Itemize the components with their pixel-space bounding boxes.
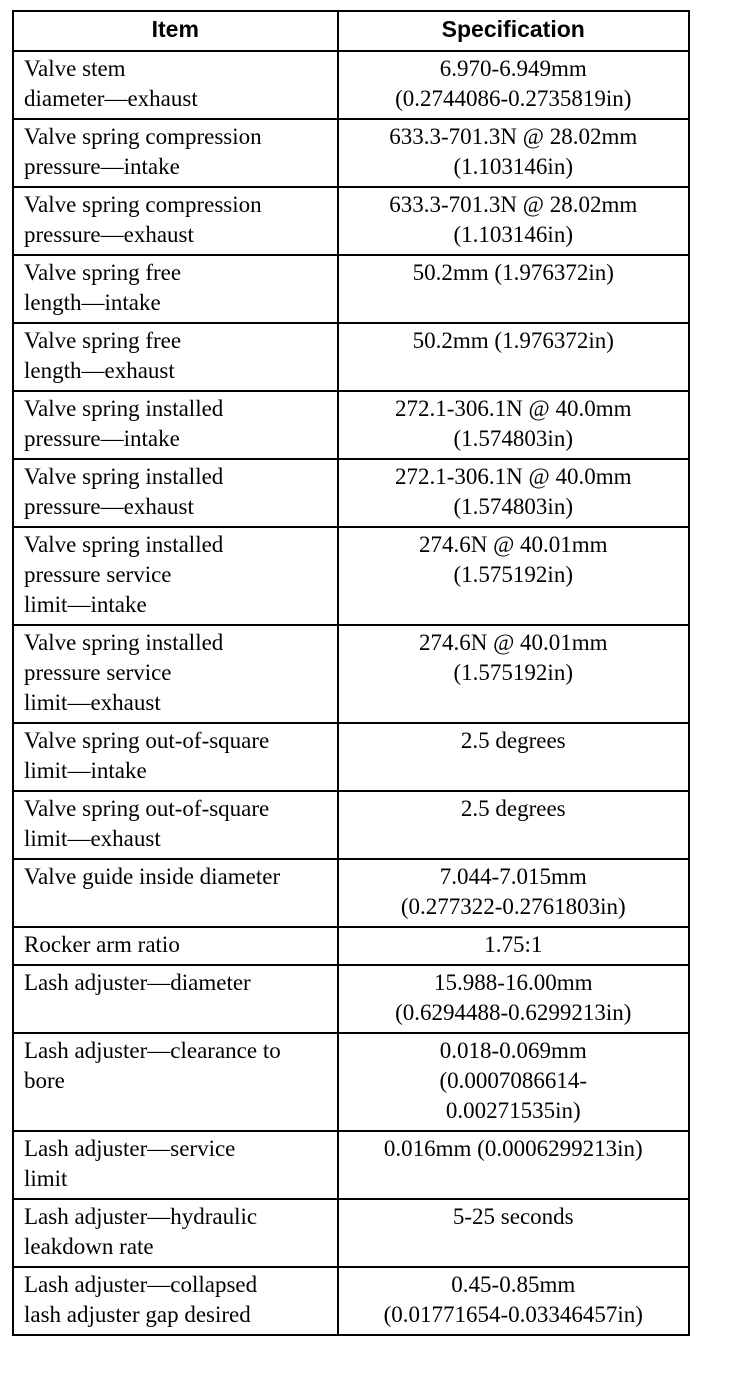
item-cell	[13, 1199, 338, 1267]
column-header-specification: Specification	[338, 11, 689, 51]
specification-cell: 274.6N @ 40.01mm (1.575192in)	[338, 527, 689, 625]
item-cell	[13, 255, 338, 323]
item-label: Valve guide inside diameter	[24, 864, 281, 889]
item-label: Lash adjuster—service limit	[24, 1136, 236, 1191]
item-cell	[13, 51, 338, 119]
table-row	[13, 527, 689, 625]
item-cell	[13, 323, 338, 391]
table-row	[13, 119, 689, 187]
item-label: Lash adjuster—collapsed lash adjuster gap desired	[24, 1272, 258, 1327]
table-row	[13, 255, 689, 323]
specification-cell: 2.5 degrees	[338, 791, 689, 859]
specification-cell: 272.1-306.1N @ 40.0mm (1.574803in)	[338, 391, 689, 459]
specification-cell: 1.75:1	[338, 927, 689, 965]
specification-cell: 274.6N @ 40.01mm (1.575192in)	[338, 625, 689, 723]
table-row	[13, 625, 689, 723]
item-label: Valve spring installed pressure service limit—intake	[24, 532, 224, 617]
specification-cell: 272.1-306.1N @ 40.0mm (1.574803in)	[338, 459, 689, 527]
specification-cell: 15.988-16.00mm (0.6294488-0.6299213in)	[338, 965, 689, 1033]
table-body	[13, 51, 689, 1335]
item-label: Rocker arm ratio	[24, 932, 180, 957]
item-cell	[13, 1131, 338, 1199]
table-row	[13, 791, 689, 859]
item-cell	[13, 859, 338, 927]
table-row	[13, 1267, 689, 1335]
item-cell	[13, 927, 338, 965]
table-header	[13, 11, 689, 51]
item-cell	[13, 459, 338, 527]
specification-cell: 7.044-7.015mm (0.277322-0.2761803in)	[338, 859, 689, 927]
item-cell	[13, 187, 338, 255]
table-row	[13, 1033, 689, 1131]
table-row	[13, 859, 689, 927]
table-row	[13, 927, 689, 965]
table-row	[13, 1199, 689, 1267]
specification-cell: 0.018-0.069mm (0.0007086614- 0.00271535in)	[338, 1033, 689, 1131]
specification-cell: 0.45-0.85mm (0.01771654-0.03346457in)	[338, 1267, 689, 1335]
item-label: Valve spring installed pressure service limit—exhaust	[24, 630, 224, 715]
item-label: Valve spring free length—exhaust	[24, 328, 182, 383]
specification-cell: 5-25 seconds	[338, 1199, 689, 1267]
item-label: Valve stem diameter—exhaust	[24, 56, 198, 111]
column-header-item: Item	[13, 11, 338, 51]
item-label: Lash adjuster—hydraulic leakdown rate	[24, 1204, 258, 1259]
specification-cell: 6.970-6.949mm (0.2744086-0.2735819in)	[338, 51, 689, 119]
table-row	[13, 187, 689, 255]
specification-cell: 50.2mm (1.976372in)	[338, 255, 689, 323]
item-label: Valve spring installed pressure—exhaust	[24, 464, 224, 519]
table-row	[13, 323, 689, 391]
item-label: Valve spring installed pressure—intake	[24, 396, 224, 451]
header-row	[13, 11, 689, 51]
table-row	[13, 391, 689, 459]
specification-cell: 50.2mm (1.976372in)	[338, 323, 689, 391]
item-label: Valve spring compression pressure—exhaust	[24, 192, 262, 247]
table-row	[13, 459, 689, 527]
item-cell	[13, 723, 338, 791]
item-label: Lash adjuster—clearance to bore	[24, 1038, 281, 1093]
table-row	[13, 723, 689, 791]
specification-cell: 0.016mm (0.0006299213in)	[338, 1131, 689, 1199]
specification-table	[12, 10, 690, 1336]
item-label: Valve spring out-of-square limit—intake	[24, 728, 270, 783]
item-cell	[13, 1267, 338, 1335]
table-row	[13, 51, 689, 119]
table-row	[13, 1131, 689, 1199]
specification-cell: 633.3-701.3N @ 28.02mm (1.103146in)	[338, 119, 689, 187]
specification-cell: 2.5 degrees	[338, 723, 689, 791]
item-cell	[13, 791, 338, 859]
item-cell	[13, 119, 338, 187]
item-label: Valve spring compression pressure—intake	[24, 124, 262, 179]
item-cell	[13, 965, 338, 1033]
item-label: Valve spring free length—intake	[24, 260, 182, 315]
item-label: Lash adjuster—diameter	[24, 970, 251, 995]
table-row	[13, 965, 689, 1033]
specification-cell: 633.3-701.3N @ 28.02mm (1.103146in)	[338, 187, 689, 255]
item-label: Valve spring out-of-square limit—exhaust	[24, 796, 270, 851]
item-cell	[13, 391, 338, 459]
item-cell	[13, 625, 338, 723]
item-cell	[13, 1033, 338, 1131]
item-cell	[13, 527, 338, 625]
